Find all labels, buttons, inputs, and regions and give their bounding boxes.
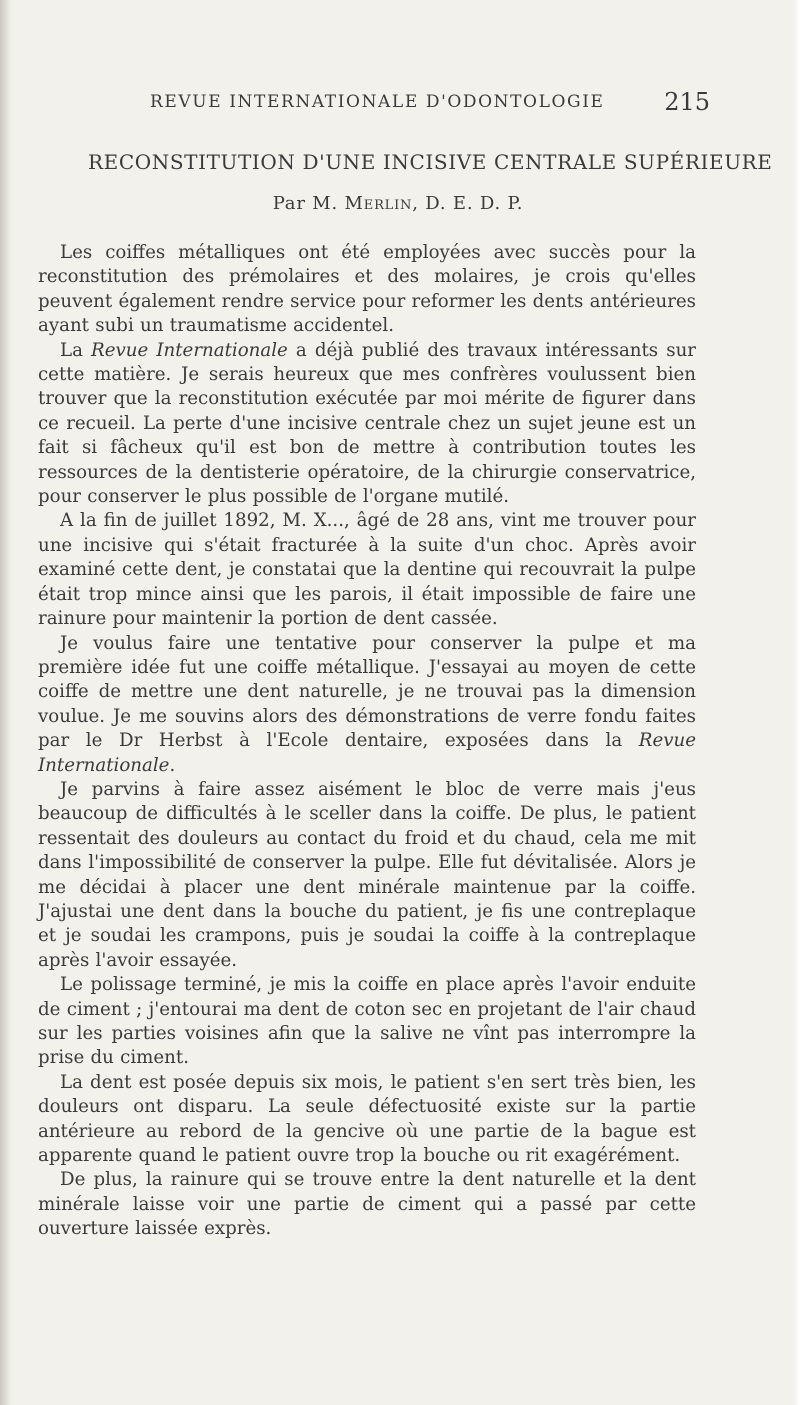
page-edge <box>794 0 800 1405</box>
paragraph-1 <box>38 241 696 339</box>
paragraph-2-post: a déjà publié des travaux intéressants sur cette matière. Je serais heureux que mes confrères voulussent bien trouver que la reconstitution exécutée par moi mérite de figurer dans ce recueil. La perte d'une incisive centrale chez un sujet jeune est un fait si fâcheux qu'il est bon de mettre à contribution toutes les ressources de la dentisterie opératoire, de la chirurgie conservatrice, pour conserver le plus possible de l'organe mutilé. <box>38 339 696 508</box>
paragraph-4-pre: Je voulus faire une tentative pour conserver la pulpe et ma première idée fut une coiffe métallique. J'essayai au moyen de cette coiffe de mettre une dent naturelle, je ne trouvai pas la dimension voulue. Je me souvins alors des démonstrations de verre fondu faites par le Dr Herbst à l'Ecole dentaire, exposées dans la <box>38 632 696 752</box>
paragraph-2 <box>38 339 696 510</box>
paragraph-1-text: Les coiffes métalliques ont été employées avec succès pour la reconstitution des prémolaires et des molaires, je crois qu'elles peuvent également rendre service pour reformer les dents antérieures ayant subi un traumatisme accidentel. <box>38 242 697 337</box>
page-header <box>150 88 710 118</box>
page-gutter-shadow <box>0 0 14 1405</box>
running-head: REVUE INTERNATIONALE D'ODONTOLOGIE <box>150 92 605 112</box>
page-number: 215 <box>664 88 710 116</box>
byline-prefix: Par M. <box>272 193 339 214</box>
paragraph-3 <box>38 509 696 631</box>
author-credentials: , D. E. D. P. <box>412 193 524 214</box>
paragraph-5 <box>38 778 696 973</box>
article-title: RECONSTITUTION D'UNE INCISIVE CENTRALE SUPÉRIEURE <box>88 150 773 174</box>
paragraph-4-journal-title: Revue Internationale <box>38 730 696 776</box>
paragraph-4-post: . <box>169 754 176 776</box>
paragraph-6 <box>38 973 696 1071</box>
paragraph-6-text: Le polissage terminé, je mis la coiffe en place après l'avoir enduite de ciment ; j'entourai ma dent de coton sec en projetant de l'air chaud sur les parties voisines afin que la salive ne vînt pas interrompre la prise du ciment. <box>38 974 696 1069</box>
paragraph-7-text: La dent est posée depuis six mois, le patient s'en sert très bien, les douleurs ont disparu. La seule défectuosité existe sur la partie antérieure au rebord de la gencive où une partie de la bague est apparente quand le patient ouvre trop la bouche ou rit exagérément. <box>38 1071 696 1167</box>
article-byline <box>88 193 708 214</box>
author-name: Merlin <box>344 193 413 214</box>
article-body <box>38 241 696 1242</box>
paragraph-3-text: A la fin de juillet 1892, M. X..., âgé de 28 ans, vint me trouver pour une incisive qui s'était fracturée à la suite d'un choc. Après avoir examiné cette dent, je constatai que la dentine qui recouvrait la pulpe était trop mince ainsi que les parois, il était impossible de faire une rainure pour maintenir la portion de dent cassée. <box>38 510 696 630</box>
paragraph-7 <box>38 1071 696 1169</box>
paragraph-2-pre: La <box>60 339 92 361</box>
paragraph-4 <box>38 632 696 778</box>
paragraph-8-text: De plus, la rainure qui se trouve entre la dent naturelle et la dent minérale laisse voir une partie de ciment qui a passé par cette ouverture laissée exprès. <box>38 1169 696 1240</box>
paragraph-5-text: Je parvins à faire assez aisément le bloc de verre mais j'eus beaucoup de difficultés à le sceller dans la coiffe. De plus, le patient ressentait des douleurs au contact du froid et du chaud, cela me mit dans l'impossibilité de conserver la pulpe. Elle fut dévitalisée. Alors je me décidai à placer une dent minérale maintenue par la coiffe. J'ajustai une dent dans la bouche du patient, je fis une contreplaque et je soudai les crampons, puis je soudai la coiffe à la contreplaque après l'avoir essayée. <box>38 778 696 971</box>
paragraph-8 <box>38 1168 696 1241</box>
paragraph-2-journal-title: Revue Internationale <box>91 339 288 361</box>
